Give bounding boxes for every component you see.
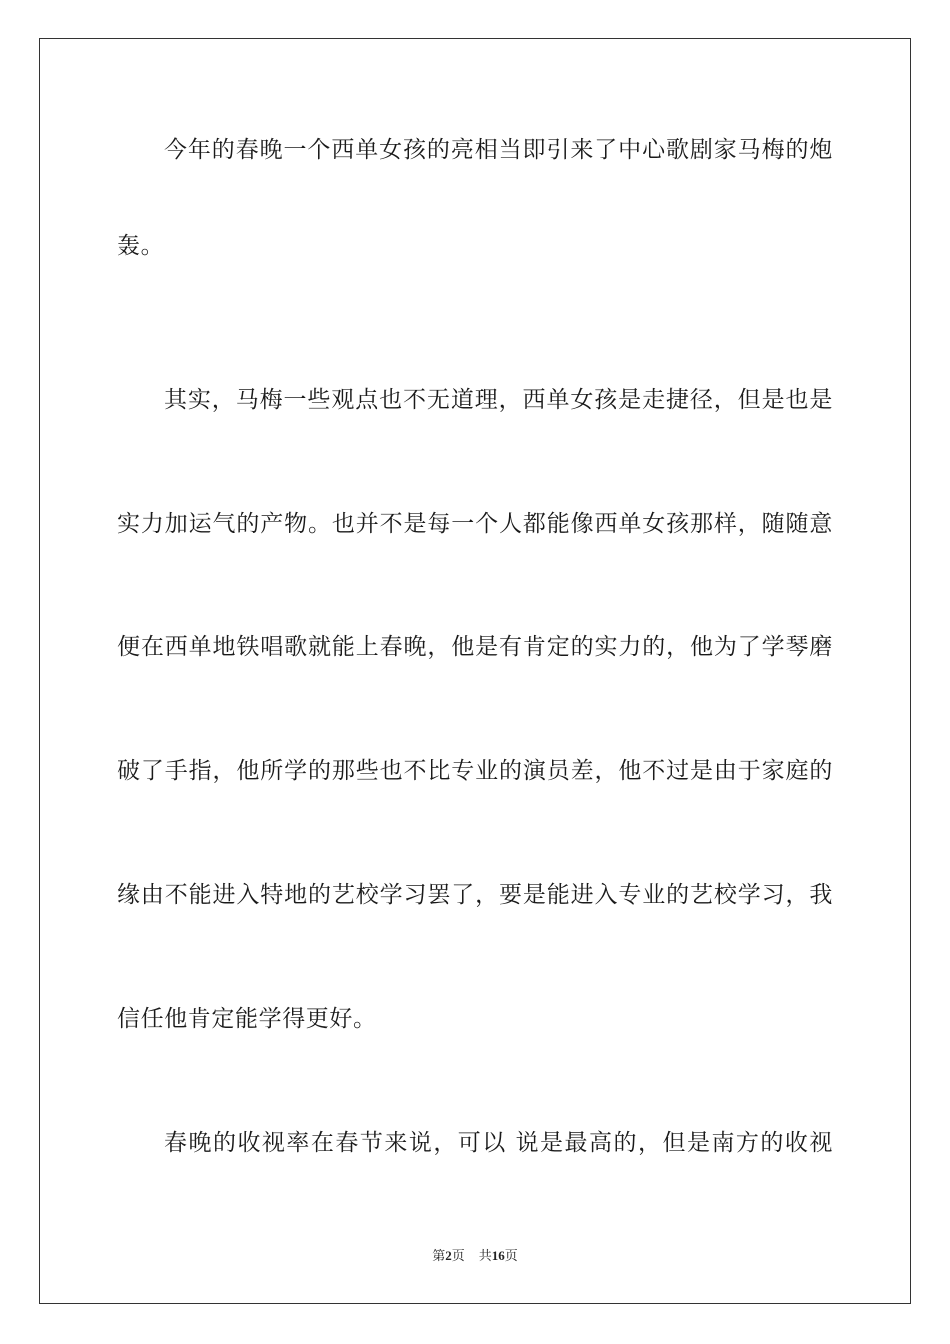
text-line: 破了手指，他所学的那些也不比专业的演员差，他不过是由于家庭的 (117, 758, 833, 784)
page-suffix: 页 (451, 1248, 465, 1263)
page-border (39, 38, 911, 1304)
text-line: 实力加运气的产物。也并不是每一个人都能像西单女孩那样，随随意 (117, 511, 833, 537)
page-prefix: 第 (432, 1248, 446, 1263)
text-line: 今年的春晚一个西单女孩的亮相当即引来了中心歌剧家马梅的炮 (164, 137, 833, 163)
text-line: 其实，马梅一些观点也不无道理，西单女孩是走捷径，但是也是 (164, 387, 833, 413)
text-line: 信任他肯定能学得更好。 (117, 1006, 377, 1032)
page-footer (0, 1246, 950, 1266)
total-suffix: 页 (504, 1248, 518, 1263)
text-line: 轰。 (117, 233, 165, 259)
text-line: 便在西单地铁唱歌就能上春晚，他是有肯定的实力的，他为了学琴磨 (117, 634, 833, 660)
text-line: 春晚的收视率在春节来说，可以 说是最高的，但是南方的收视 (164, 1130, 833, 1156)
total-pages: 16 (491, 1248, 505, 1263)
page-number: 2 (445, 1248, 452, 1263)
total-prefix: 共 (478, 1248, 492, 1263)
text-line: 缘由不能进入特地的艺校学习罢了，要是能进入专业的艺校学习，我 (117, 882, 833, 908)
